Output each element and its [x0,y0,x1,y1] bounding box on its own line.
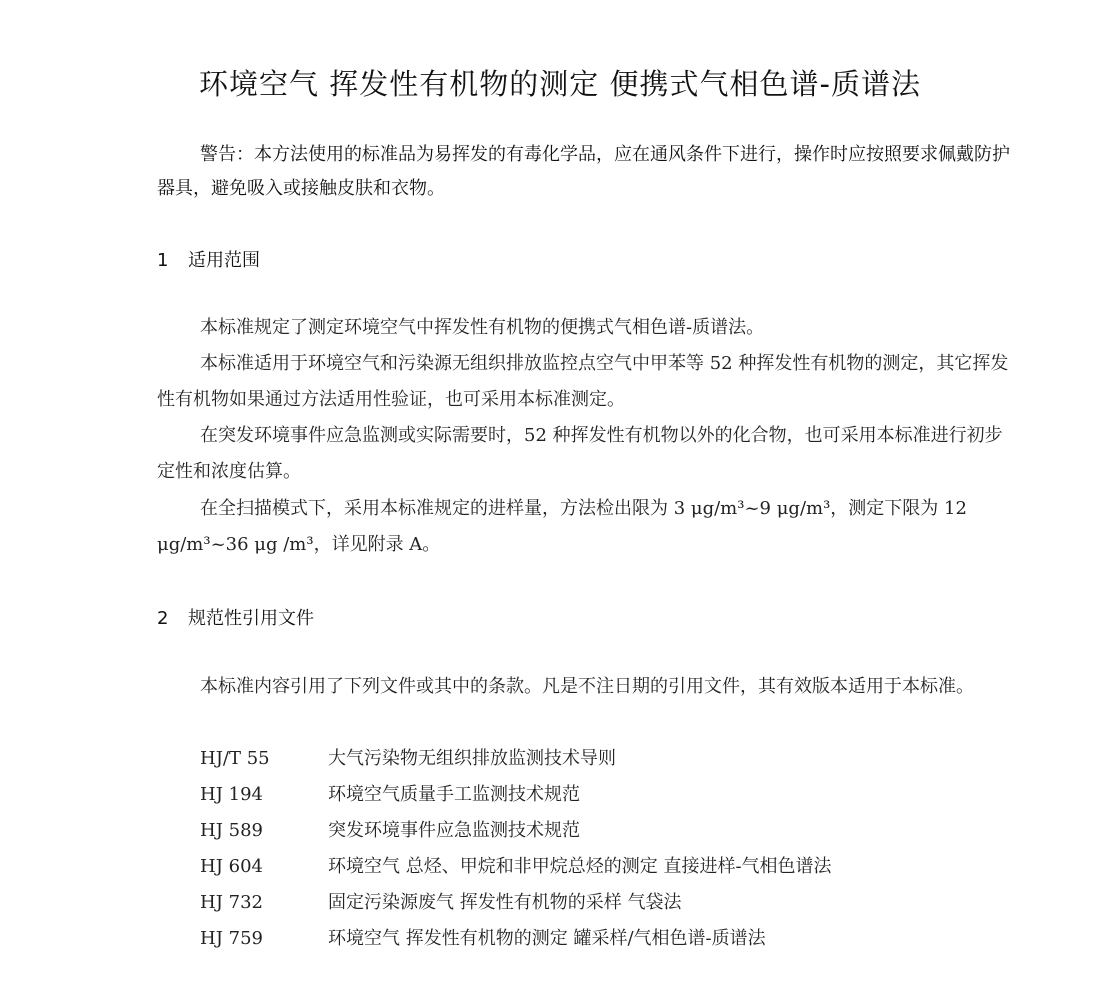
section-heading-references [157,604,314,630]
reference-item [200,849,1000,885]
reference-code: HJ 759 [200,928,263,949]
reference-item [200,885,1000,921]
paragraph: 本标准内容引用了下列文件或其中的条款。凡是不注日期的引用文件，其有效版本适用于本标准。 [200,676,974,697]
section-title: 规范性引用文件 [188,608,314,629]
section-number: 2 [157,608,169,629]
section-title: 适用范围 [188,250,260,271]
reference-title: 环境空气 挥发性有机物的测定 罐采样/气相色谱-质谱法 [328,928,766,949]
document-title: 环境空气 挥发性有机物的测定 便携式气相色谱-质谱法 [199,67,921,101]
reference-title: 突发环境事件应急监测技术规范 [328,820,580,841]
reference-item [200,921,1000,957]
reference-code: HJ 194 [200,784,263,805]
reference-code: HJ 589 [200,820,263,841]
paragraph: 本标准适用于环境空气和污染源无组织排放监控点空气中甲苯等 52 种挥发性有机物的测定，其它挥发性有机物如果通过方法适用性验证，也可采用本标准测定。 [157,353,1009,410]
reference-item [200,777,1000,813]
reference-title: 固定污染源废气 挥发性有机物的采样 气袋法 [328,892,682,913]
reference-code: HJ 604 [200,856,263,877]
warning-paragraph: 警告：本方法使用的标准品为易挥发的有毒化学品，应在通风条件下进行，操作时应按照要求佩戴防护器具，避免吸入或接触皮肤和衣物。 [157,144,1010,199]
reference-title: 环境空气 总烃、甲烷和非甲烷总烃的测定 直接进样-气相色谱法 [328,856,832,877]
reference-item [200,741,1000,777]
reference-list [200,741,1000,957]
paragraph: 本标准规定了测定环境空气中挥发性有机物的便携式气相色谱-质谱法。 [200,317,765,338]
paragraph: 在突发环境事件应急监测或实际需要时，52 种挥发性有机物以外的化合物，也可采用本标准进行初步定性和浓度估算。 [157,425,1003,482]
section-heading-scope [157,246,260,272]
reference-item [200,813,1000,849]
reference-title: 大气污染物无组织排放监测技术导则 [328,748,616,769]
reference-title: 环境空气质量手工监测技术规范 [328,784,580,805]
section-number: 1 [157,250,169,271]
reference-code: HJ 732 [200,892,263,913]
reference-code: HJ/T 55 [200,748,270,769]
paragraph: 在全扫描模式下，采用本标准规定的进样量，方法检出限为 3 μg/m³~9 μg/m³，测定下限为 12 μg/m³~36 μg /m³，详见附录 A。 [157,498,967,555]
